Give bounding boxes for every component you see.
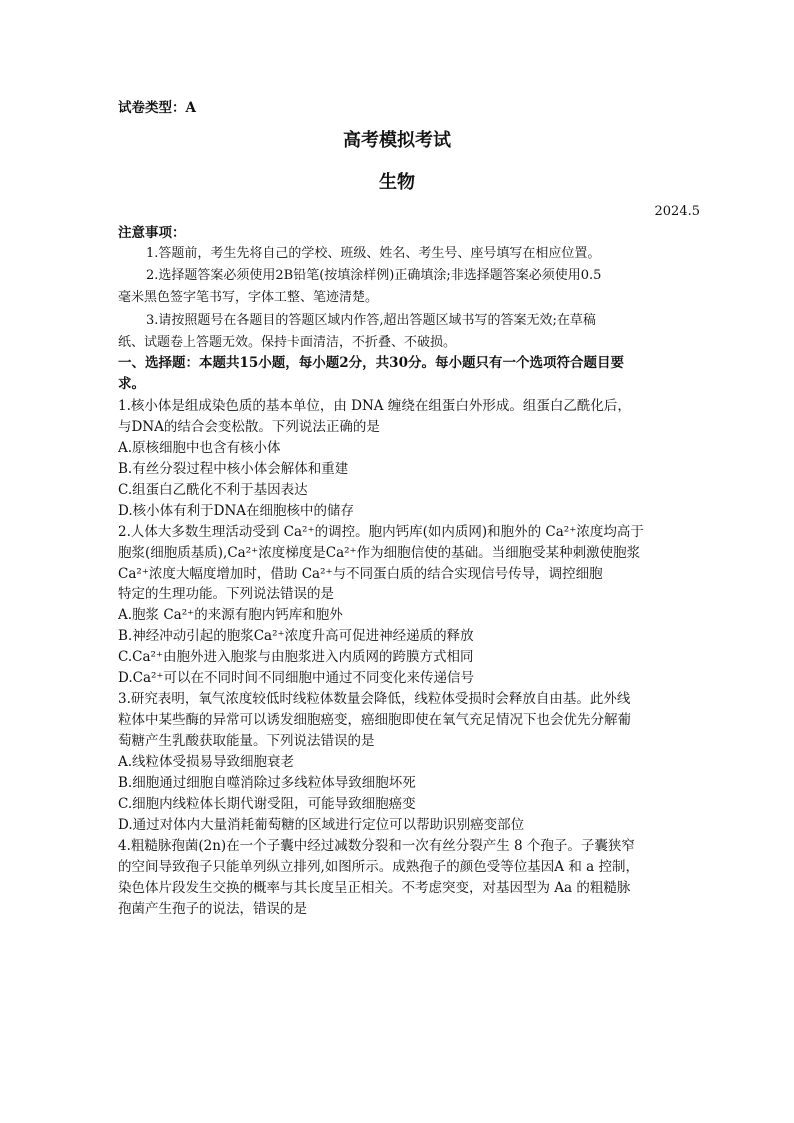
question-line: 与DNA的结合会变松散。下列说法正确的是	[118, 419, 380, 435]
paper-type: 试卷类型：A	[118, 100, 196, 116]
question-line: 3.研究表明，氧气浓度较低时线粒体数量会降低，线粒体受损时会释放自由基。此外线	[118, 691, 631, 707]
notice-line: 毫米黑色签字笔书写，字体工整、笔迹清楚。	[118, 290, 379, 305]
question-line: 1.核小体是组成染色质的基本单位，由 DNA 缠绕在组蛋白外形成。组蛋白乙酰化后，	[118, 398, 631, 414]
notice-line: 3.请按照题号在各题目的答题区域内作答,超出答题区域书写的答案无效;在草稿	[146, 313, 596, 328]
question-line: 特定的生理功能。下列说法错误的是	[118, 586, 334, 602]
option-line: B.神经冲动引起的胞浆Ca²⁺浓度升高可促进神经递质的释放	[118, 628, 474, 644]
question-line: 4.粗糙脉孢菌(2n)在一个子囊中经过减数分裂和一次有丝分裂产生 8 个孢子。子囊狭窄	[118, 838, 635, 854]
option-line: C.细胞内线粒体长期代谢受阻，可能导致细胞癌变	[118, 796, 416, 812]
option-line: D.核小体有利于DNA在细胞核中的储存	[118, 503, 355, 519]
question-line: 2.人体大多数生理活动受到 Ca²⁺的调控。胞内钙库(如内质网)和胞外的 Ca²⁺浓度均高于	[118, 524, 644, 540]
exam-date: 2024.5	[654, 204, 700, 219]
exam-title: 高考模拟考试	[343, 130, 451, 151]
section-heading-cont: 求。	[118, 376, 145, 392]
option-line: C.Ca²⁺由胞外进入胞浆与由胞浆进入内质网的跨膜方式相同	[118, 649, 474, 665]
notice-line: 纸、试题卷上答题无效。保持卡面清洁，不折叠、不破损。	[118, 335, 457, 350]
option-line: B.有丝分裂过程中核小体会解体和重建	[118, 461, 349, 477]
notice-line: 2.选择题答案必须使用2B铅笔(按填涂样例)正确填涂;非选择题答案必须使用0.5	[146, 268, 602, 283]
option-line: C.组蛋白乙酰化不利于基因表达	[118, 482, 308, 498]
notice-heading: 注意事项：	[118, 225, 186, 241]
option-line: A.原核细胞中也含有核小体	[118, 440, 281, 456]
subject-title: 生物	[379, 172, 415, 193]
option-line: A.线粒体受损易导致细胞衰老	[118, 754, 295, 770]
question-line: 粒体中某些酶的异常可以诱发细胞癌变，癌细胞即使在氧气充足情况下也会优先分解葡	[118, 712, 631, 728]
option-line: B.细胞通过细胞自噬消除过多线粒体导致细胞坏死	[118, 775, 416, 791]
option-line: D.通过对体内大量消耗葡萄糖的区域进行定位可以帮助识别癌变部位	[118, 817, 525, 833]
question-line: 染色体片段发生交换的概率与其长度呈正相关。不考虑突变，对基因型为 Aa 的粗糙脉	[118, 880, 631, 896]
notice-line: 1.答题前，考生先将自己的学校、班级、姓名、考生号、座号填写在相应位置。	[146, 246, 601, 261]
question-line: 孢菌产生孢子的说法，错误的是	[118, 901, 307, 917]
question-line: 的空间导致孢子只能单列纵立排列,如图所示。成熟孢子的颜色受等位基因A 和 a 控制，	[118, 859, 639, 875]
section-heading: 一、选择题：本题共15小题，每小题2分，共30分。每小题只有一个选项符合题目要	[118, 355, 624, 371]
question-line: 萄糖产生乳酸获取能量。下列说法错误的是	[118, 733, 375, 749]
question-line: Ca²⁺浓度大幅度增加时，借助 Ca²⁺与不同蛋白质的结合实现信号传导，调控细胞	[118, 566, 603, 582]
option-line: D.Ca²⁺可以在不同时间不同细胞中通过不同变化来传递信号	[118, 670, 475, 686]
option-line: A.胞浆 Ca²⁺的来源有胞内钙库和胞外	[118, 607, 343, 623]
question-line: 胞浆(细胞质基质),Ca²⁺浓度梯度是Ca²⁺作为细胞信使的基础。当细胞受某种刺激使胞浆	[118, 545, 641, 561]
